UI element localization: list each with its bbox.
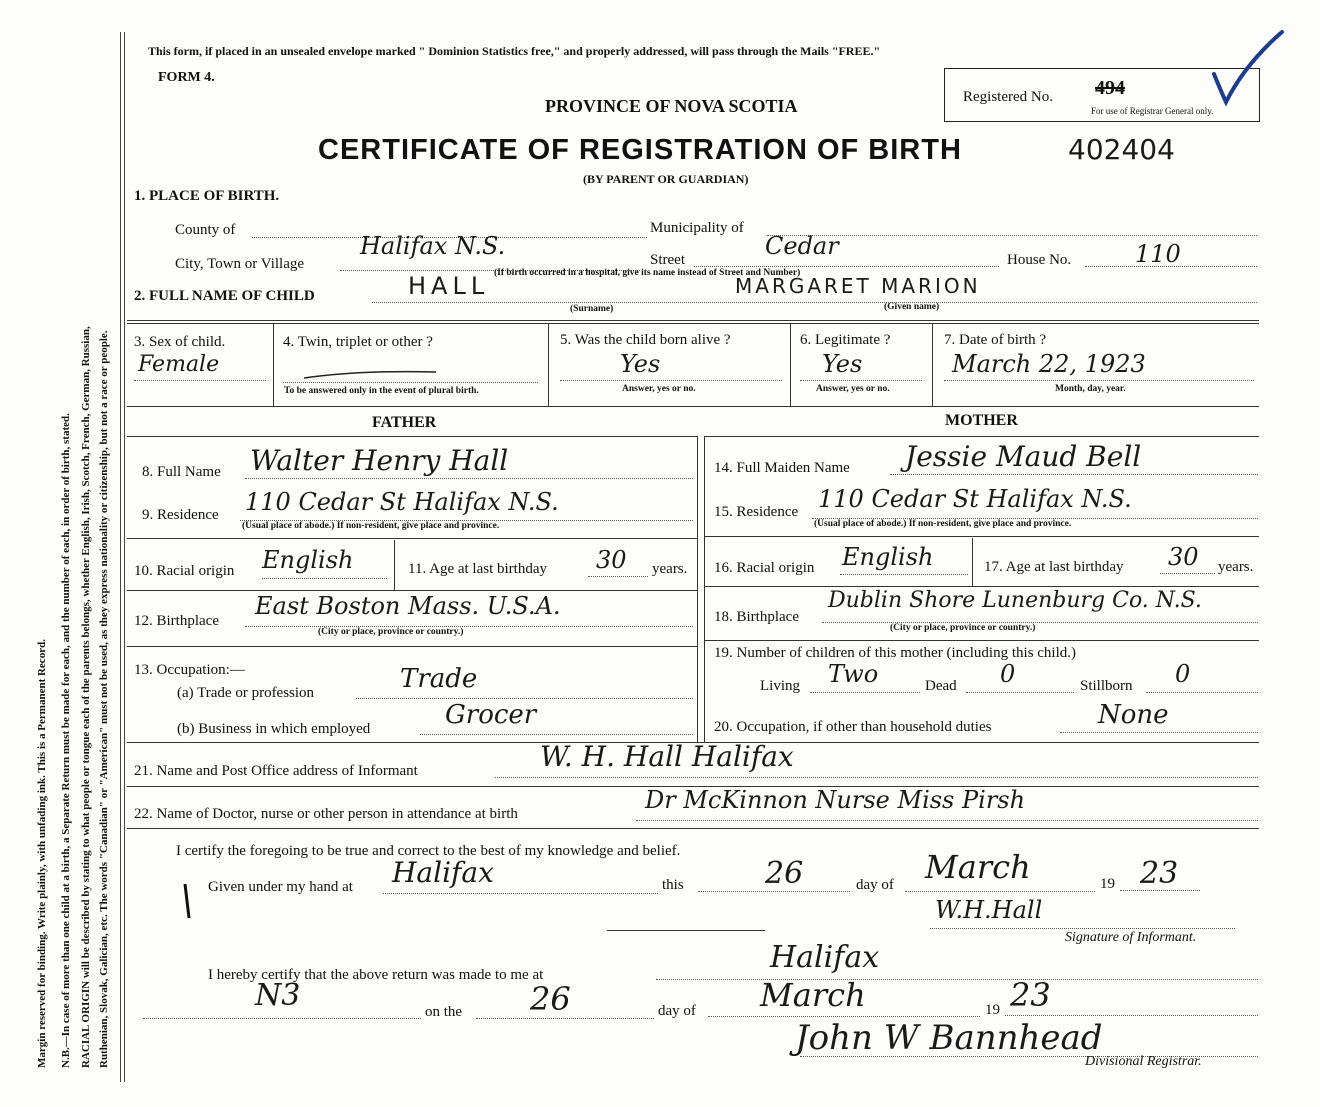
father-racial-line (262, 578, 387, 579)
certify-month-value: March (925, 848, 1031, 886)
father-age-value: 30 (596, 546, 627, 574)
mother-residence-note: (Usual place of abode.) If non-resident, give place and province. (814, 519, 1072, 529)
mother-occupation-label: 20. Occupation, if other than household duties (714, 719, 992, 735)
father-heading: FATHER (372, 414, 437, 431)
mother-birthplace-value: Dublin Shore Lunenburg Co. N.S. (828, 588, 1202, 613)
registrar-number-line (143, 1018, 421, 1019)
province-heading: PROVINCE OF NOVA SCOTIA (545, 96, 798, 116)
house-value: 110 (1135, 240, 1181, 268)
doctor-value: Dr McKinnon Nurse Miss Pirsh (645, 786, 1026, 814)
father-trade-label: (a) Trade or profession (177, 685, 315, 701)
street-value: Cedar (765, 232, 839, 260)
father-occupation-label: 13. Occupation:— (134, 662, 245, 678)
father-business-line (420, 734, 693, 735)
mother-name-label: 14. Full Maiden Name (714, 460, 850, 476)
father-name-value: Walter Henry Hall (250, 444, 509, 477)
row3-top-rule-2 (127, 323, 1259, 324)
stillborn-line (1146, 692, 1258, 693)
father-business-label: (b) Business in which employed (177, 721, 371, 737)
father-rule-3 (127, 590, 697, 591)
sex-line (134, 380, 266, 381)
certify-top-rule (127, 828, 1259, 829)
living-line (810, 692, 920, 693)
row3-divider-3 (790, 324, 791, 406)
mother-residence-value: 110 Cedar St Halifax N.S. (818, 485, 1132, 513)
dead-label: Dead (925, 678, 957, 694)
given-under-label: Given under my hand at (208, 879, 353, 895)
on-the-label: on the (425, 1004, 463, 1020)
registrar-signature: John W Bannhead (795, 1018, 1103, 1058)
father-birthplace-value: East Boston Mass. U.S.A. (255, 592, 561, 620)
form-number: FORM 4. (158, 70, 215, 85)
twin-line (283, 382, 538, 383)
dob-label: 7. Date of birth ? (944, 332, 1047, 348)
margin-racial-note-1: RACIAL ORIGIN will be described by stating to what people or tongue each of the parents belongs, whether English, Irish, Scotch, French, German, Russian, (80, 326, 92, 1068)
mother-racial-line (840, 574, 968, 575)
certify-year-line (1120, 890, 1200, 891)
informant-line (495, 777, 1258, 778)
stillborn-value: 0 (1175, 660, 1191, 688)
registered-number-struck: 494 (1095, 77, 1125, 99)
page-title: CERTIFICATE OF REGISTRATION OF BIRTH (318, 134, 962, 166)
informant-value: W. H. Hall Halifax (540, 740, 794, 773)
dob-value: March 22, 1923 (952, 350, 1146, 378)
hospital-note: (If birth occurred in a hospital, give its name instead of Street and Number) (494, 268, 801, 278)
mother-top-rule (704, 436, 1259, 437)
registrar-day-of: day of (658, 1003, 696, 1019)
father-trade-value: Trade (400, 664, 478, 694)
alive-value: Yes (620, 350, 661, 378)
father-top-rule (127, 436, 697, 437)
given-place-value: Halifax (392, 856, 494, 889)
informant-signature: W.H.Hall (935, 896, 1043, 924)
father-name-label: 8. Full Name (142, 464, 221, 480)
registered-note: For use of Registrar General only. (1091, 106, 1214, 116)
margin-binding-note: Margin reserved for binding. Write plainly, with unfading ink. This is a Permanent Record. (36, 639, 48, 1068)
father-age-divider (394, 540, 395, 590)
parent-divider-2 (704, 436, 705, 742)
registrar-number-value: N3 (255, 978, 301, 1013)
mail-notice: This form, if placed in an unsealed envelope marked " Dominion Statistics free," and properly addressed, will pass through the Mails "FREE." (148, 44, 881, 58)
registration-number: 402404 (1068, 133, 1175, 166)
mother-occupation-value: None (1098, 700, 1169, 730)
mother-age-value: 30 (1168, 543, 1199, 571)
mother-rule-4 (704, 640, 1259, 641)
margin-plural-note: N.B.—In case of more than one child at a birth, a Separate Return must be made for each, and the number of each, in order of birth, stated. (60, 413, 72, 1068)
father-age-label: 11. Age at last birthday (408, 561, 547, 577)
row3-divider-4 (932, 324, 933, 406)
registered-label: Registered No. (963, 89, 1053, 105)
mother-birthplace-label: 18. Birthplace (714, 609, 799, 625)
subtitle: (BY PARENT OR GUARDIAN) (583, 172, 749, 186)
doctor-label: 22. Name of Doctor, nurse or other person in attendance at birth (134, 806, 518, 822)
mother-racial-value: English (842, 543, 934, 571)
registrar-statement: I hereby certify that the above return was made to me at (208, 967, 544, 983)
child-name-label: 2. FULL NAME OF CHILD (134, 288, 315, 304)
twin-note: To be answered only in the event of plural birth. (284, 386, 479, 396)
alive-note: Answer, yes or no. (622, 384, 696, 394)
registrar-place-value: Halifax (770, 940, 880, 975)
registrar-place-line (656, 979, 1258, 980)
county-label: County of (175, 222, 236, 238)
certify-statement: I certify the foregoing to be true and correct to the best of my knowledge and belief. (176, 843, 681, 859)
mother-racial-label: 16. Racial origin (714, 560, 815, 576)
margin-rule-inner (124, 32, 125, 1082)
informant-label: 21. Name and Post Office address of Informant (134, 763, 418, 779)
mother-age-line (1160, 573, 1215, 574)
row3-top-rule (127, 320, 1259, 321)
mother-birthplace-line (822, 622, 1258, 623)
registrar-month-value: March (760, 976, 866, 1014)
certify-day-line (698, 891, 850, 892)
certify-month-line (905, 891, 1095, 892)
mother-name-value: Jessie Maud Bell (905, 440, 1142, 473)
father-trade-line (356, 698, 693, 699)
municipality-label: Municipality of (650, 220, 744, 236)
father-years: years. (652, 561, 688, 577)
checkmark-icon (1200, 14, 1290, 109)
city-label: City, Town or Village (175, 256, 305, 272)
father-name-line (245, 478, 693, 479)
mother-rule-3 (704, 586, 1259, 587)
mother-children-label: 19. Number of children of this mother (including this child.) (714, 645, 1077, 661)
mother-name-line (890, 474, 1258, 475)
house-line (1085, 266, 1257, 267)
informant-signature-line (930, 928, 1235, 929)
dead-value: 0 (1000, 660, 1016, 688)
margin-racial-note-2: Ruthenian, Slovak, Galician, etc. The words "Canadian" or "American" must not be used, as they express nationality or citizenship, but not a race or people. (98, 330, 110, 1068)
sex-label: 3. Sex of child. (134, 334, 226, 350)
margin-rule (120, 32, 121, 1082)
child-given-name: MARGARET MARION (735, 274, 981, 298)
child-name-line (372, 302, 1257, 303)
registrar-signature-label: Divisional Registrar. (1085, 1054, 1202, 1069)
certify-day-value: 26 (765, 856, 804, 891)
father-business-value: Grocer (445, 700, 537, 730)
father-birthplace-label: 12. Birthplace (134, 613, 219, 629)
mother-residence-label: 15. Residence (714, 504, 799, 520)
mother-age-label: 17. Age at last birthday (984, 559, 1124, 575)
this-label: this (662, 877, 684, 893)
registrar-day-value: 26 (530, 980, 571, 1018)
father-residence-note: (Usual place of abode.) If non-resident, give place and province. (242, 521, 500, 531)
stillborn-label: Stillborn (1080, 678, 1133, 694)
dead-line (966, 692, 1074, 693)
row3-divider-2 (548, 324, 549, 406)
twin-label: 4. Twin, triplet or other ? (283, 334, 433, 350)
living-value: Two (828, 660, 879, 688)
registrar-year-value: 23 (1010, 976, 1051, 1014)
doctor-line (636, 820, 1258, 821)
father-racial-label: 10. Racial origin (134, 563, 235, 579)
place-of-birth-heading: 1. PLACE OF BIRTH. (134, 188, 280, 204)
father-birthplace-line (245, 626, 693, 627)
twin-dash (300, 360, 440, 384)
sex-value: Female (138, 352, 220, 377)
surname-note: (Surname) (570, 304, 614, 314)
legitimate-line (800, 380, 922, 381)
father-age-line (588, 576, 648, 577)
mother-rule-2 (704, 536, 1259, 537)
dob-line (944, 380, 1254, 381)
father-residence-label: 9. Residence (142, 507, 219, 523)
registrar-day-line (476, 1018, 654, 1019)
living-label: Living (760, 678, 800, 694)
certify-year-value: 23 (1140, 856, 1179, 891)
father-rule-4 (127, 646, 697, 647)
father-racial-value: English (262, 546, 354, 574)
certify-day-of: day of (856, 877, 894, 893)
alive-line (560, 380, 782, 381)
registrar-month-line (708, 1016, 980, 1017)
row3-bottom-rule (127, 406, 1259, 407)
mother-years: years. (1218, 559, 1254, 575)
street-label: Street (650, 252, 685, 268)
dob-note: Month, day, year. (1055, 384, 1126, 394)
signature-stub-rule (607, 930, 765, 931)
given-place-line (383, 893, 658, 894)
informant-signature-label: Signature of Informant. (1065, 930, 1197, 945)
city-value: Halifax N.S. (360, 232, 506, 260)
father-rule-2 (127, 538, 697, 539)
pen-mark (175, 880, 195, 924)
mother-heading: MOTHER (945, 412, 1018, 429)
house-label: House No. (1007, 252, 1072, 268)
street-line (694, 266, 999, 267)
mother-age-divider (972, 538, 973, 586)
legitimate-label: 6. Legitimate ? (800, 332, 891, 348)
child-surname: HALL (408, 272, 490, 300)
row3-divider-1 (273, 324, 274, 406)
mother-birthplace-note: (City or place, province or country.) (890, 623, 1036, 633)
legitimate-note: Answer, yes or no. (816, 384, 890, 394)
father-birthplace-note: (City or place, province or country.) (318, 627, 464, 637)
registrar-year-line (1005, 1015, 1258, 1016)
mother-occupation-line (1060, 732, 1258, 733)
father-residence-value: 110 Cedar St Halifax N.S. (245, 488, 559, 516)
certify-year-prefix: 19 (1100, 876, 1115, 892)
legitimate-value: Yes (822, 350, 863, 378)
alive-label: 5. Was the child born alive ? (560, 332, 731, 348)
given-name-note: (Given name) (884, 302, 940, 312)
municipality-line (767, 235, 1257, 236)
registrar-year-prefix: 19 (985, 1002, 1000, 1018)
parent-divider (697, 436, 698, 742)
